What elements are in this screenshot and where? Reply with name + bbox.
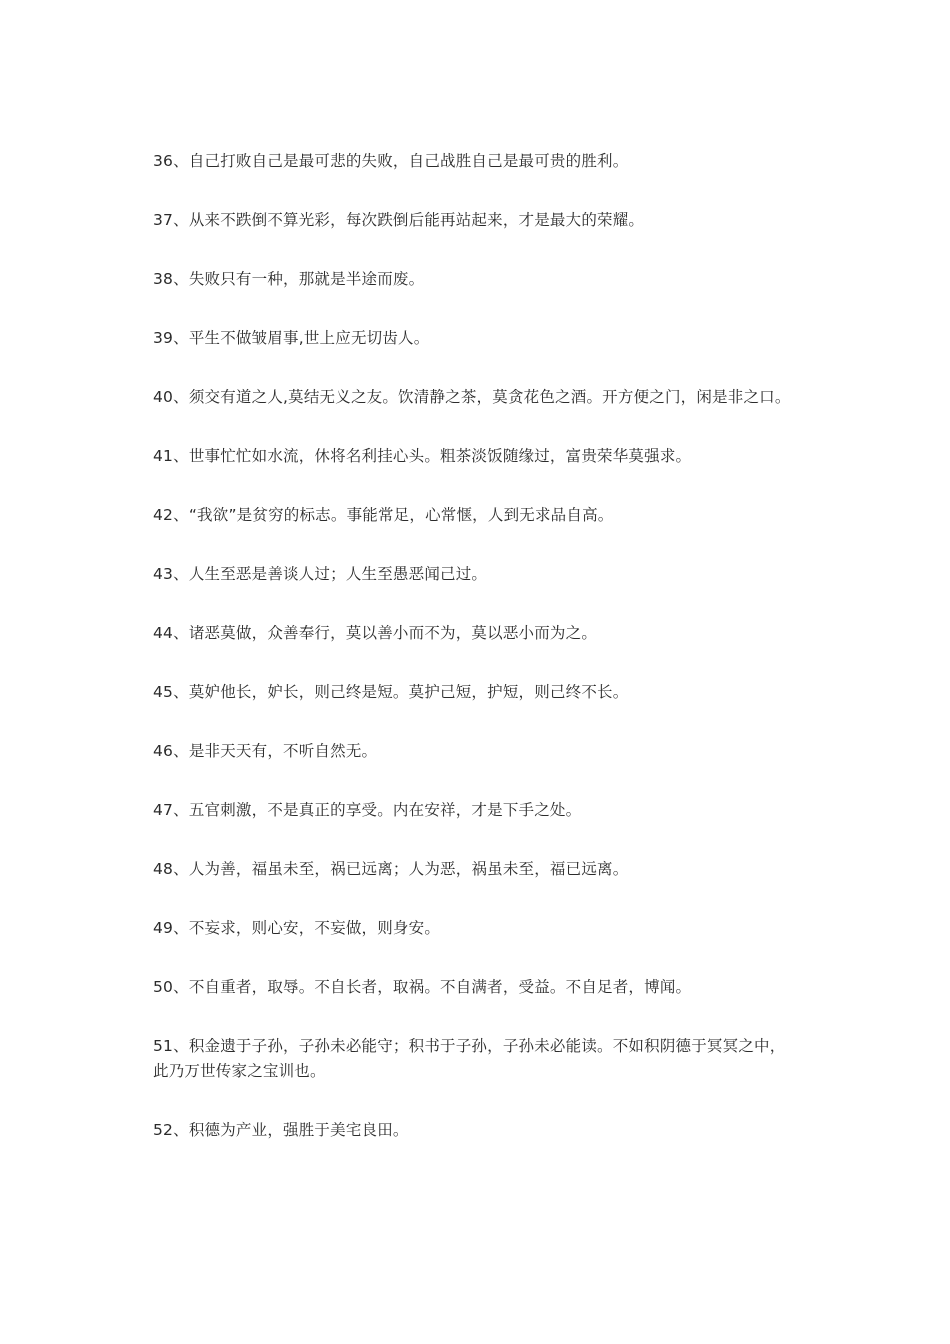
paragraph-51: 51、积金遗于子孙，子孙未必能守；积书于子孙，子孙未必能读。不如积阴德于冥冥之中，此乃万世传家之宝训也。 (153, 1037, 786, 1080)
paragraph-43: 43、人生至恶是善谈人过；人生至愚恶闻己过。 (153, 565, 488, 583)
paragraph-39: 39、平生不做皱眉事,世上应无切齿人。 (153, 329, 430, 347)
paragraph-46: 46、是非天天有，不听自然无。 (153, 742, 378, 760)
paragraph-49: 49、不妄求，则心安，不妄做，则身安。 (153, 919, 441, 937)
paragraph-52: 52、积德为产业，强胜于美宅良田。 (153, 1121, 409, 1139)
paragraph-42: 42、“我欲”是贫穷的标志。事能常足，心常惬，人到无求品自高。 (153, 506, 614, 524)
paragraph-37: 37、从来不跌倒不算光彩，每次跌倒后能再站起来，才是最大的荣耀。 (153, 211, 645, 229)
paragraph-50: 50、不自重者，取辱。不自长者，取祸。不自满者，受益。不自足者，博闻。 (153, 978, 692, 996)
paragraph-45: 45、莫妒他长，妒长，则己终是短。莫护己短，护短，则己终不长。 (153, 683, 629, 701)
paragraph-38: 38、失败只有一种，那就是半途而废。 (153, 270, 425, 288)
document-body (153, 149, 801, 1177)
paragraph-41: 41、世事忙忙如水流，休将名利挂心头。粗茶淡饭随缘过，富贵荣华莫强求。 (153, 447, 692, 465)
paragraph-48: 48、人为善，福虽未至，祸已远离；人为恶，祸虽未至，福已远离。 (153, 860, 629, 878)
paragraph-47: 47、五官刺激，不是真正的享受。内在安祥，才是下手之处。 (153, 801, 582, 819)
paragraph-44: 44、诸恶莫做，众善奉行，莫以善小而不为，莫以恶小而为之。 (153, 624, 598, 642)
paragraph-40: 40、须交有道之人,莫结无义之友。饮清静之茶，莫贪花色之酒。开方便之门，闲是非之口。 (153, 388, 791, 406)
paragraph-36: 36、自己打败自己是最可悲的失败，自己战胜自己是最可贵的胜利。 (153, 152, 629, 170)
